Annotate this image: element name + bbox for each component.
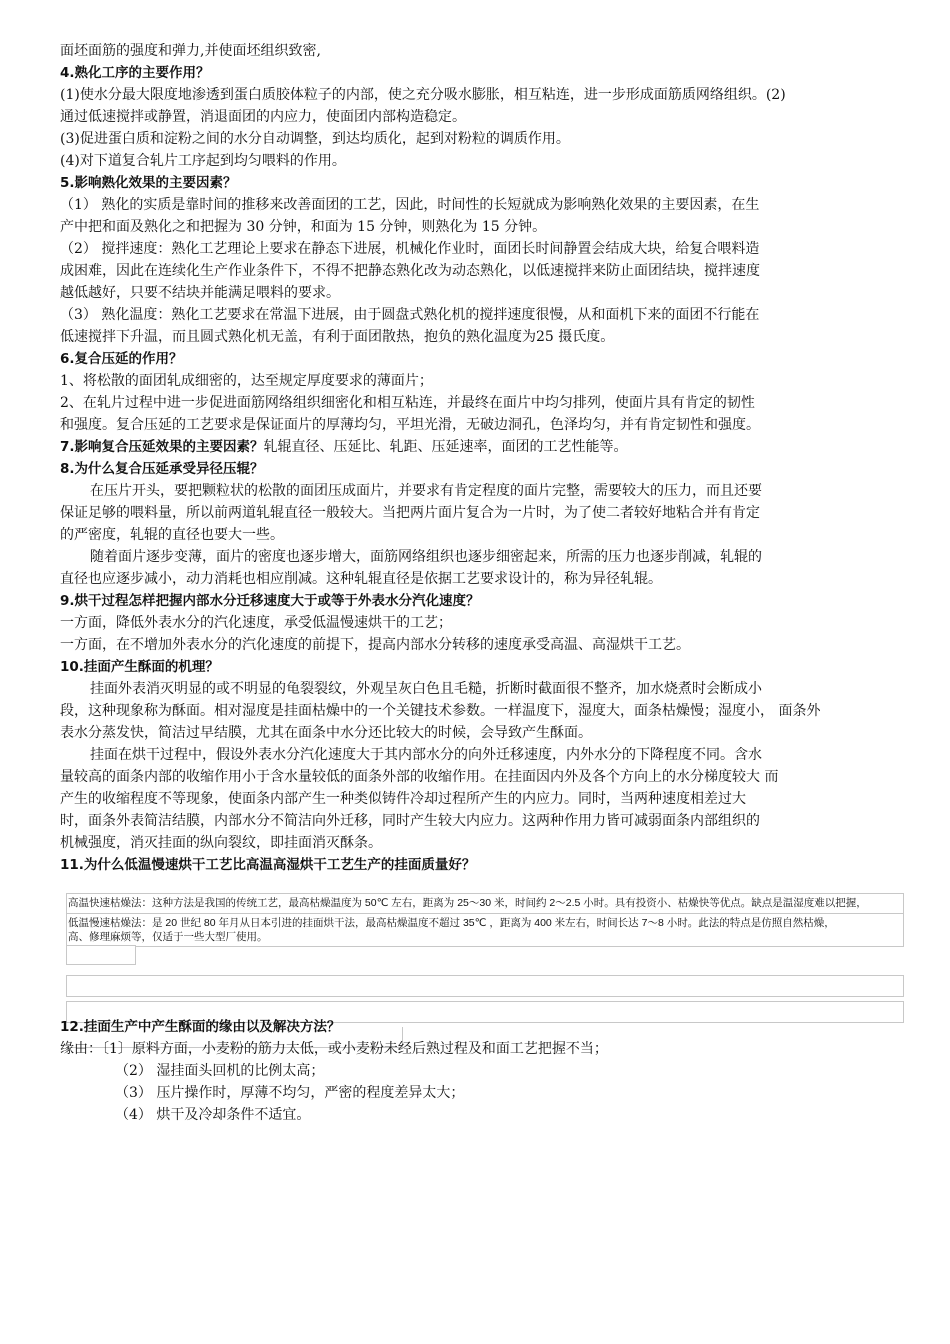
question-line (60, 436, 905, 458)
question-heading: 8.为什么复合压延承受异径压辊？ (60, 461, 264, 477)
text-line: （3） 熟化温度：熟化工艺要求在常温下进展，由于圆盘式熟化机的搅拌速度很慢，从和面机下来的面团不行能在 (60, 307, 760, 323)
text-line: 面坯面筋的强度和弹力,并使面坯组织致密, (60, 43, 321, 59)
question-heading: 9.烘干过程怎样把握内部水分迁移速度大于或等于外表水分汽化速度？ (60, 593, 480, 609)
text-line: (1)使水分最大限度地渗透到蛋白质胶体粒子的内部，使之充分吸水膨胀，相互粘连，进一步形成面筋质网络组织。(2) (60, 87, 786, 103)
text-line: （2） 湿挂面头回机的比例太高； (115, 1063, 325, 1079)
text-line: 表水分蒸发快，简洁过早结膜，尤其在面条中水分还比较大的时候，会导致产生酥面。 (60, 725, 592, 741)
section-12 (60, 1016, 905, 1126)
document-page (60, 40, 905, 876)
text-line: （1） 熟化的实质是靠时间的推移来改善面团的工艺，因此，时间性的长短就成为影响熟化效果的主要因素，在生 (60, 197, 760, 213)
text-line: 一方面，降低外表水分的汽化速度，承受低温慢速烘干的工艺； (60, 615, 452, 631)
question-heading: 10.挂面产生酥面的机理？ (60, 659, 219, 675)
table-cell-empty (66, 945, 136, 965)
answer-text: 轧辊直径、压延比、轧距、压延速率，面团的工艺性能等。 (263, 439, 628, 455)
table-cell-low-temp-method-cont: 高、修理麻烦等，仅适于一些大型厂使用。 (68, 931, 268, 943)
text-line: 机械强度，消灭挂面的纵向裂纹，即挂面消灭酥条。 (60, 835, 382, 851)
text-line: 通过低速搅拌或静置，消退面团的内应力，使面团内部构造稳定。 (60, 109, 466, 125)
text-line: （4） 烘干及冷却条件不适宜。 (115, 1107, 311, 1123)
question-heading: 11.为什么低温慢速烘干工艺比高温高湿烘干工艺生产的挂面质量好？ (60, 857, 476, 873)
text-line: 1、将松散的面团轧成细密的，达至规定厚度要求的薄面片； (60, 373, 433, 389)
text-line: 时，面条外表简洁结膜，内部水分不简洁向外迁移，同时产生较大内应力。这两种作用力皆可减弱面条内部组织的 (60, 813, 760, 829)
text-line: 低速搅拌下升温，而且圆式熟化机无盖，有利于面团散热，抱负的熟化温度为25 摄氏度。 (60, 329, 615, 345)
text-line: 挂面在烘干过程中，假设外表水分汽化速度大于其内部水分的向外迁移速度，内外水分的下降程度不同。含水 (90, 747, 762, 763)
text-line: （2） 搅拌速度：熟化工艺理论上要求在静态下进展，机械化作业时，面团长时间静置会结成大块，给复合喂料造 (60, 241, 760, 257)
text-line: 产生的收缩程度不等现象，使面条内部产生一种类似铸件冷却过程所产生的内应力。同时，当两种速度相差过大 (60, 791, 746, 807)
question-heading: 7.影响复合压延效果的主要因素？ (60, 439, 264, 455)
text-line: 产中把和面及熟化之和把握为 30 分钟，和面为 15 分钟，则熟化为 15 分钟。 (60, 219, 547, 235)
text-line: 挂面外表消灭明显的或不明显的龟裂裂纹，外观呈灰白色且毛糙，折断时截面很不整齐，加水烧煮时会断成小 (90, 681, 762, 697)
text-line: (4)对下道复合轧片工序起到均匀喂料的作用。 (60, 153, 346, 169)
text-line: 成困难，因此在连续化生产作业条件下，不得不把静态熟化改为动态熟化，以低速搅拌来防止面团结块，搅拌速度 (60, 263, 760, 279)
question-heading: 4.熟化工序的主要作用？ (60, 65, 210, 81)
table-row-empty (66, 975, 904, 997)
question-heading: 6.复合压延的作用？ (60, 351, 183, 367)
text-line: 保证足够的喂料量，所以前两道轧辊直径一般较大。当把两片面片复合为一片时，为了使二者较好地粘合并有肯定 (60, 505, 760, 521)
text-line: 量较高的面条内部的收缩作用小于含水量较低的面条外部的收缩作用。在挂面因内外及各个方向上的水分梯度较大 而 (60, 769, 779, 785)
text-line: （3） 压片操作时，厚薄不均匀，严密的程度差异太大； (115, 1085, 465, 1101)
table-cell-low-temp-method: 低温慢速枯燥法：是 20 世纪 80 年月从日本引进的挂面烘干法，最高枯燥温度不超过 35℃ ，距离为 400 米左右，时间长达 7～8 小时。此法的特点是仿照自然枯燥， (68, 917, 835, 929)
text-line: 缘由：〔1〕原料方面，小麦粉的筋力太低，或小麦粉未经后熟过程及和面工艺把握不当； (60, 1041, 608, 1057)
question-heading: 5.影响熟化效果的主要因素？ (60, 175, 237, 191)
text-line: 2、在轧片过程中进一步促进面筋网络组织细密化和相互粘连，并最终在面片中均匀排列，使面片具有肯定的韧性 (60, 395, 755, 411)
text-line: 和强度。复合压延的工艺要求是保证面片的厚薄均匀，平坦光滑，无破边洞孔，色泽均匀，并有肯定韧性和强度。 (60, 417, 760, 433)
table-cell-high-temp-method: 高温快速枯燥法：这种方法是我国的传统工艺，最高枯燥温度为 50℃ 左右，距离为 25～30 米，时间约 2～2.5 小时。具有投资小、枯燥快等优点。缺点是温湿度难以把握， (68, 897, 867, 909)
text-line: 一方面，在不增加外表水分的汽化速度的前提下，提高内部水分转移的速度承受高温、高湿烘干工艺。 (60, 637, 690, 653)
text-line: 越低越好，只要不结块并能满足喂料的要求。 (60, 285, 340, 301)
text-line: 随着面片逐步变薄，面片的密度也逐步增大，面筋网络组织也逐步细密起来，所需的压力也逐步削减，轧辊的 (90, 549, 762, 565)
text-line: 的严密度，轧辊的直径也要大一些。 (60, 527, 284, 543)
text-line: (3)促进蛋白质和淀粉之间的水分自动调整，到达均质化，起到对粉粒的调质作用。 (60, 131, 570, 147)
question-heading: 12.挂面生产中产生酥面的缘由以及解决方法？ (60, 1019, 341, 1035)
text-line: 段，这种现象称为酥面。相对湿度是挂面枯燥中的一个关键技术参数。一样温度下，湿度大，面条枯燥慢；湿度小， 面条外 (60, 703, 821, 719)
text-line: 在压片开头，要把颗粒状的松散的面团压成面片，并要求有肯定程度的面片完整，需要较大的压力，而且还要 (90, 483, 762, 499)
text-line: 直径也应逐步减小，动力消耗也相应削减。这种轧辊直径是依据工艺要求设计的，称为异径轧辊。 (60, 571, 662, 587)
